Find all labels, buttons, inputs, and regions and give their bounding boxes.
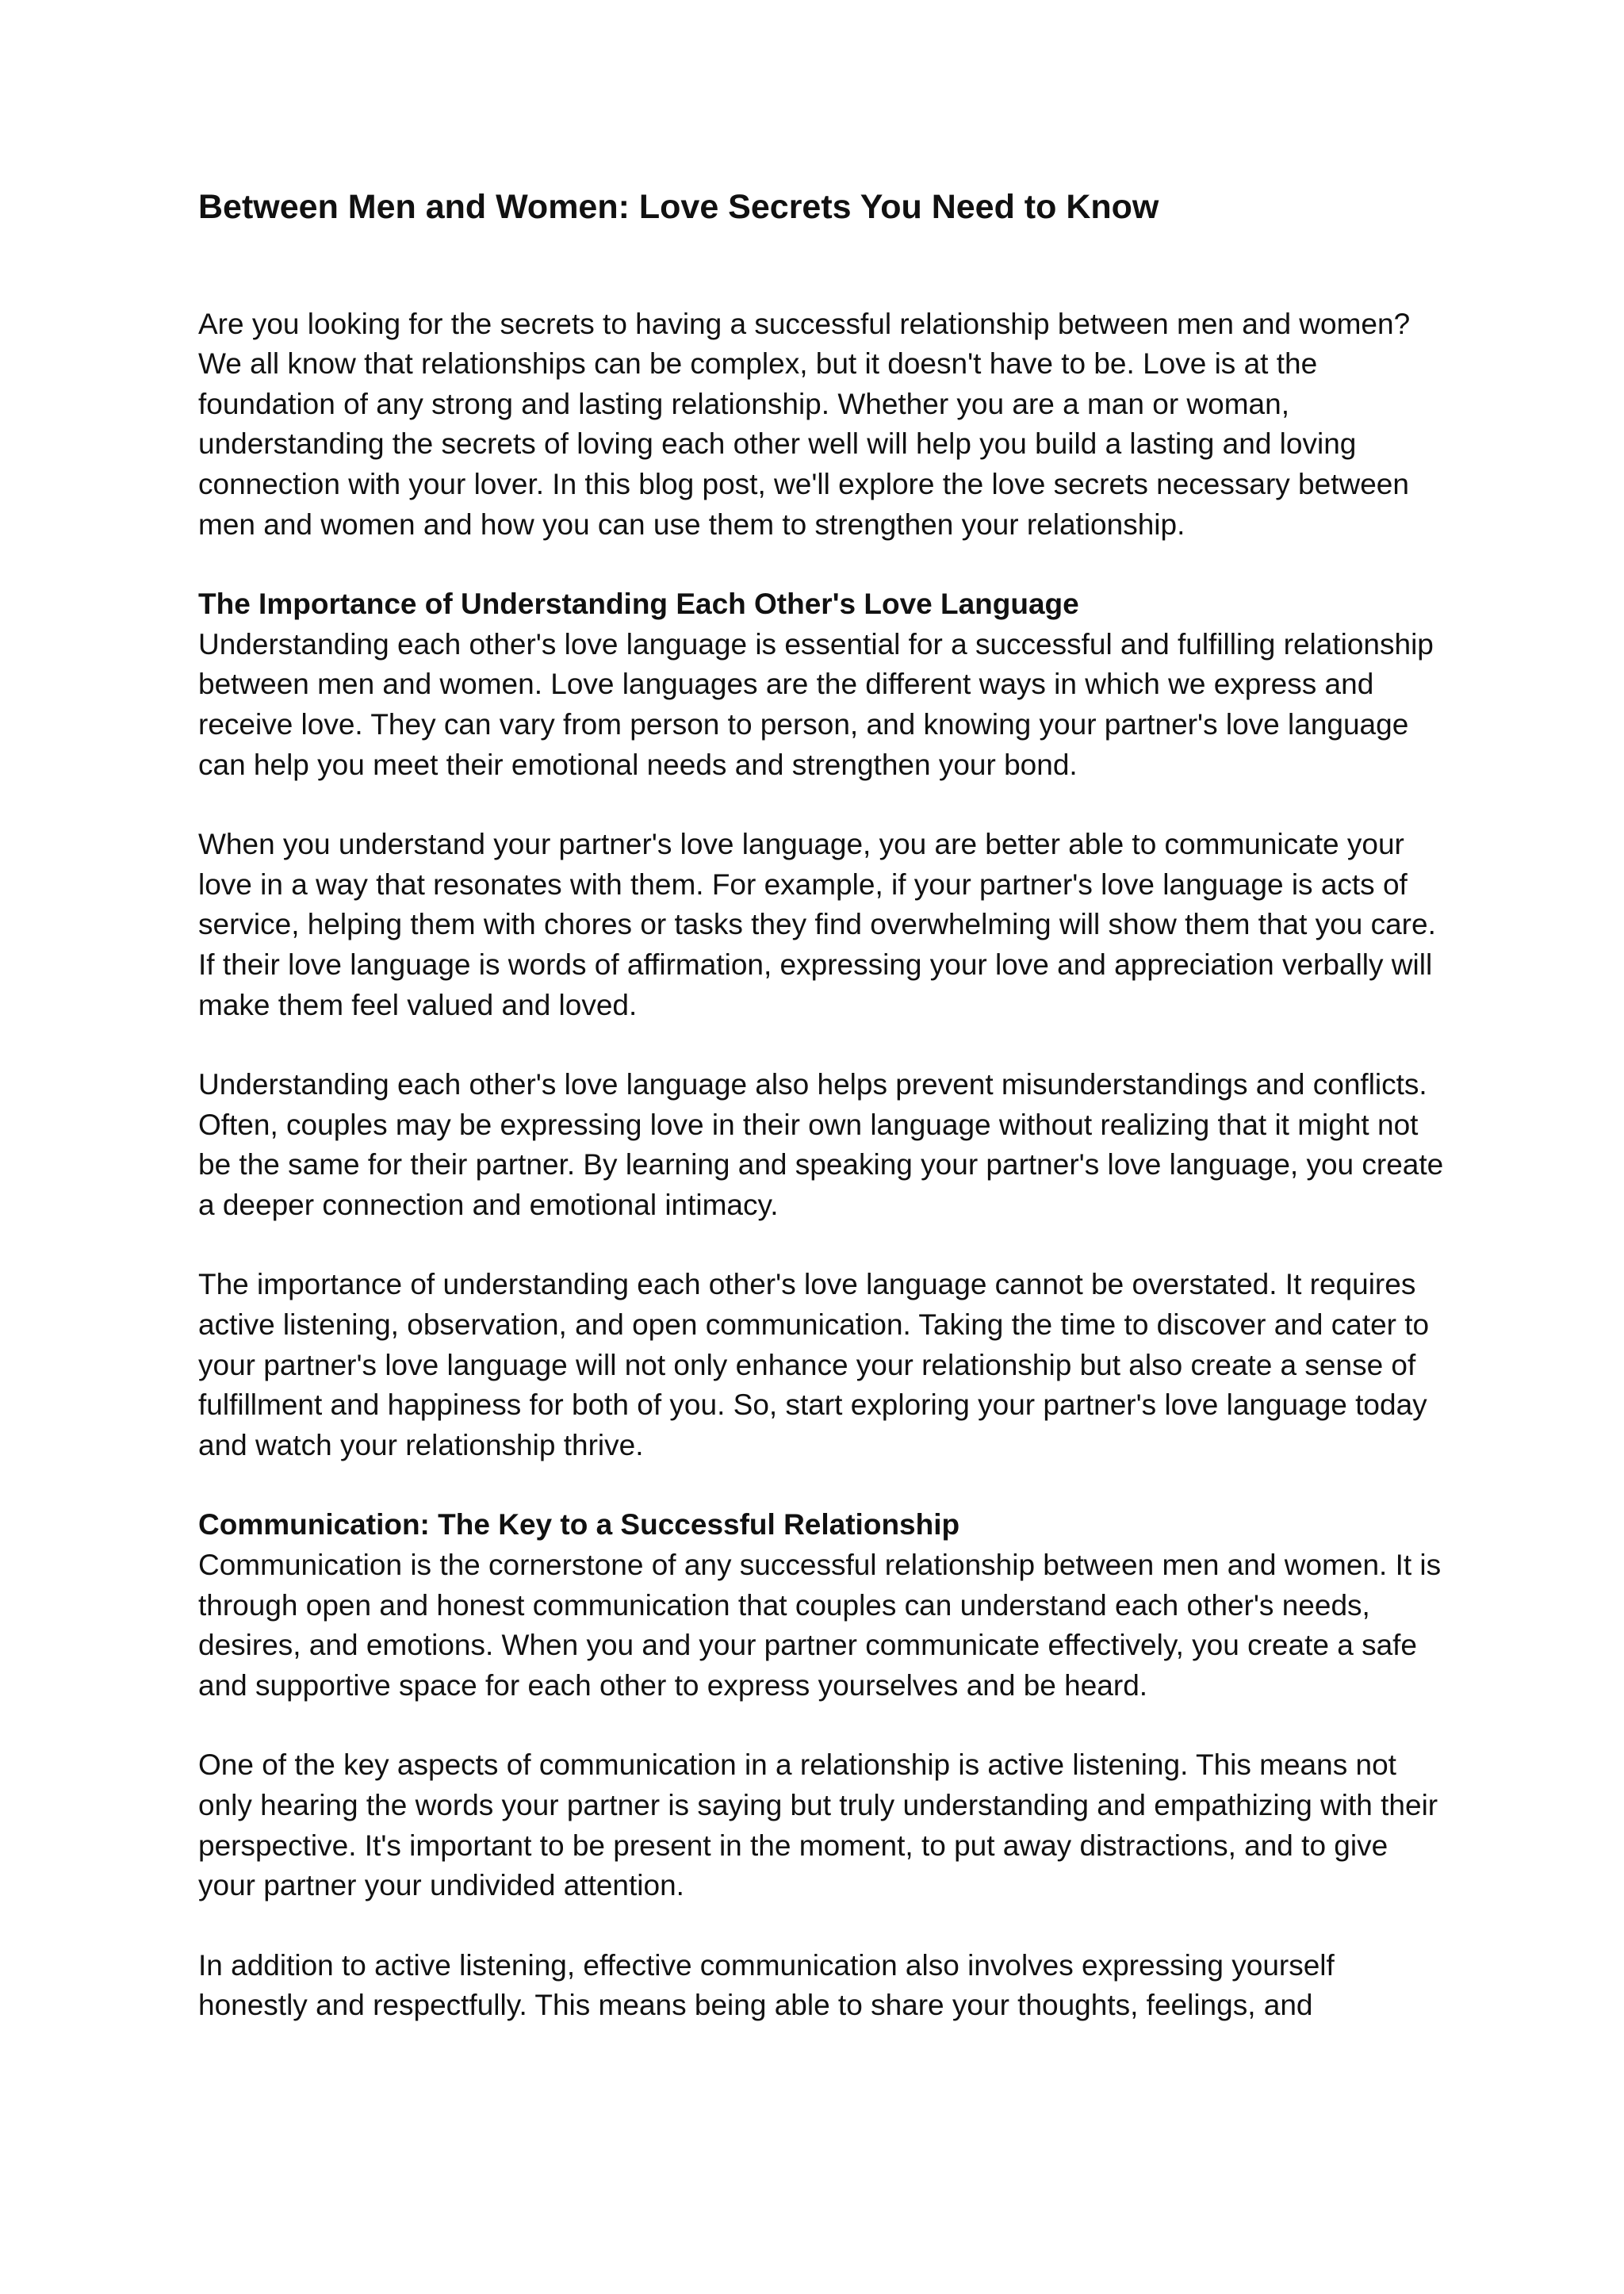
section-communication: [198, 1505, 1451, 2026]
section-paragraph: One of the key aspects of communication in a relationship is active listening. This means not only hearing the words your partner is saying but truly understanding and empathizing with their perspective. It's important to be present in the moment, to put away distractions, and to give your partner your undivided attention.: [198, 1748, 1438, 1902]
section-heading: Communication: The Key to a Successful Relationship: [198, 1508, 960, 1541]
document-title: Between Men and Women: Love Secrets You Need to Know: [198, 188, 1159, 226]
document-body: [198, 304, 1451, 2026]
section-paragraph: Communication is the cornerstone of any successful relationship between men and women. It is through open and honest communication that couples can understand each other's needs, desires, and emotions. When you and your partner communicate effectively, you create a safe and supportive space for each other to express yourselves and be heard.: [198, 1549, 1442, 1702]
section-paragraph: In addition to active listening, effective communication also involves expressing yourself honestly and respectfully. This means being able to share your thoughts, feelings, and: [198, 1948, 1335, 2022]
section-paragraph: Understanding each other's love language is essential for a successful and fulfilling relationship between men and women. Love languages are the different ways in which we express and receive love. They can vary from person to person, and knowing your partner's love language can help you meet their emotional needs and strengthen your bond.: [198, 627, 1434, 781]
section-love-language: [198, 584, 1451, 1465]
document-content: [198, 187, 1451, 2066]
section-paragraph: The importance of understanding each other's love language cannot be overstated. It requires active listening, observation, and open communication. Taking the time to discover and cater to your partner's love language will not only enhance your relationship but also create a sense of fulfillment and happiness for both of you. So, start exploring your partner's love language today and watch your relationship thrive.: [198, 1268, 1430, 1461]
intro-paragraph: Are you looking for the secrets to having a successful relationship between men and women? We all know that relationships can be complex, but it doesn't have to be. Love is at the foundation of any strong and lasting relationship. Whether you are a man or woman, understanding the secrets of loving each other well will help you build a lasting and loving connection with your lover. In this blog post, we'll explore the love secrets necessary between men and women and how you can use them to strengthen your relationship.: [198, 307, 1411, 541]
section-heading: The Importance of Understanding Each Other's Love Language: [198, 588, 1079, 621]
section-paragraph: When you understand your partner's love language, you are better able to communicate your love in a way that resonates with them. For example, if your partner's love language is acts of service, helping them with chores or tasks they find overwhelming will show them that you care. If their love language is words of affirmation, expressing your love and appreciation verbally will make them feel valued and loved.: [198, 828, 1436, 1021]
section-paragraph: Understanding each other's love language also helps prevent misunderstandings and conflicts. Often, couples may be expressing love in their own language without realizing that it might not be the same for their partner. By learning and speaking your partner's love language, you create a deeper connection and emotional intimacy.: [198, 1068, 1444, 1221]
